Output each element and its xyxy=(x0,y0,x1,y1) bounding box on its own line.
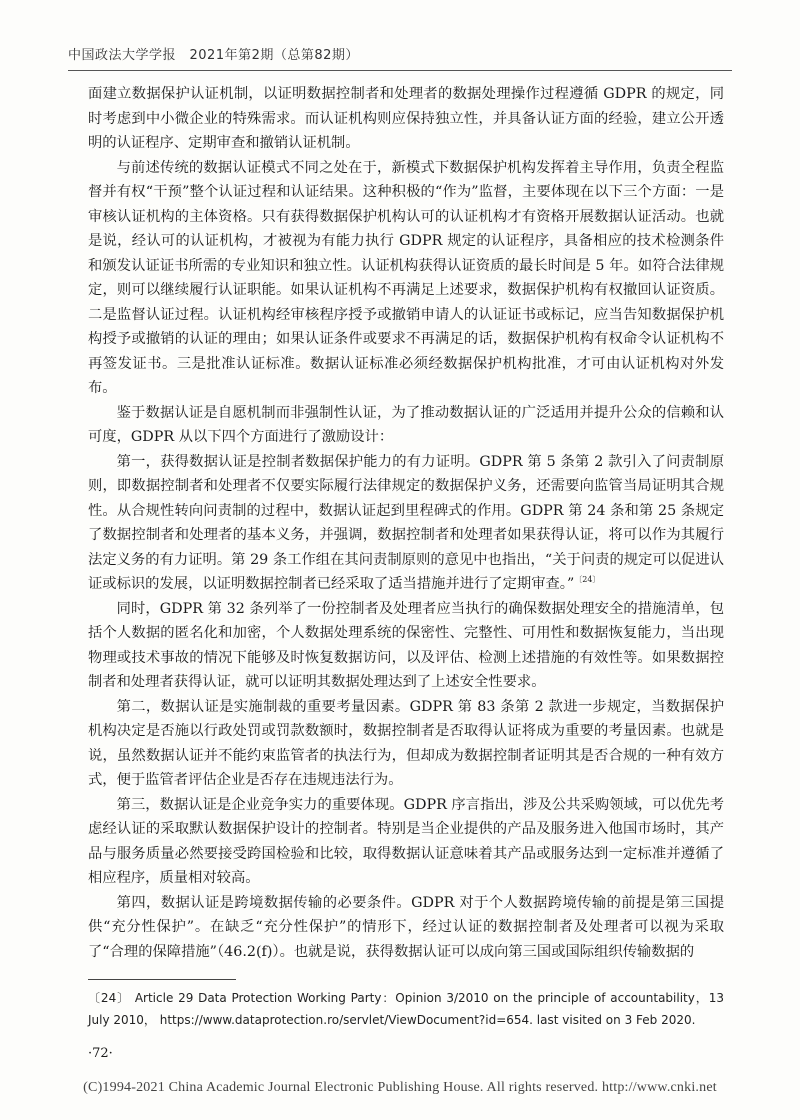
paragraph: 同时，GDPR 第 32 条列举了一份控制者及处理者应当执行的确保数据处理安全的措施清单，包括个人数据的匿名化和加密，个人数据处理系统的保密性、完整性、可用性和数据恢复能力，当出现物理或技术事故的情况下能够及时恢复数据访问，以及评估、检测上述措施的有效性等。如果数据控制者和处理者获得认证，就可以证明其数据处理达到了上述安全性要求。 xyxy=(88,600,724,690)
paragraph xyxy=(88,450,724,597)
paragraph: 鉴于数据认证是自愿机制而非强制性认证，为了推动数据认证的广泛适用并提升公众的信赖和认可度，GDPR 从以下四个方面进行了激励设计： xyxy=(88,404,724,445)
footnote-reference[interactable]: 〔24〕 xyxy=(574,575,601,585)
paragraph-text: 第一，获得数据认证是控制者数据保护能力的有力证明。GDPR 第 5 条第 2 款引入了问责制原则，即数据控制者和处理者不仅要实际履行法律规定的数据保护义务，还需要向监管当局证明其合规性。从合规性转向问责制的过程中，数据认证起到里程碑式的作用。GDPR 第 24 条和第 25 条规定了数据控制者和处理者的基本义务，并强调，数据控制者和处理者如果获得认证，将可以作为其履行法定义务的有力证明。第 29 条工作组在其问责制原则的意见中也指出，“关于问责的规定可以促进认证或标识的发展，以证明数据控制者已经采取了适当措施并进行了定期审查。” xyxy=(88,453,724,592)
paragraph: 第二，数据认证是实施制裁的重要考量因素。GDPR 第 83 条第 2 款进一步规定，当数据保护机构决定是否施以行政处罚或罚款数额时，数据控制者是否取得认证将成为重要的考量因素。也就是说，虽然数据认证并不能约束监管者的执法行为，但却成为数据控制者证明其是否合规的一种有效方式，便于监管者评估企业是否存在违规违法行为。 xyxy=(88,698,724,788)
paragraph: 与前述传统的数据认证模式不同之处在于，新模式下数据保护机构发挥着主导作用，负责全程监督并有权“干预”整个认证过程和认证结果。这种积极的“作为”监督，主要体现在以下三个方面：一是审核认证机构的主体资格。只有获得数据保护机构认可的认证机构才有资格开展数据认证活动。也就是说，经认可的认证机构，才被视为有能力执行 GDPR 规定的认证程序，具备相应的技术检测条件和颁发认证证书所需的专业知识和独立性。认证机构获得认证资质的最长时间是 5 年。如符合法律规定，则可以继续履行认证职能。如果认证机构不再满足上述要求，数据保护机构有权撤回认证资质。二是监督认证过程。认证机构经审核程序授予或撤销申请人的认证证书或标记，应当告知数据保护机构授予或撤销的认证的理由；如果认证条件或要求不再满足的话，数据保护机构有权命令认证机构不再签发证书。三是批准认证标准。数据认证标准必须经数据保护机构批准，才可由认证机构对外发布。 xyxy=(88,159,724,396)
page-number: ·72· xyxy=(88,1046,113,1061)
paragraph: 第四，数据认证是跨境数据传输的必要条件。GDPR 对于个人数据跨境传输的前提是第三国提供“充分性保护”。在缺乏“充分性保护”的情形下，经过认证的数据控制者及处理者可以视为采取了“合理的保障措施”（46.2(f)）。也就是说，获得数据认证可以成向第三国或国际组织传输数据的 xyxy=(88,894,724,960)
footnote-divider xyxy=(88,979,236,980)
paragraph: 面建立数据保护认证机制，以证明数据控制者和处理者的数据处理操作过程遵循 GDPR 的规定，同时考虑到中小微企业的特殊需求。而认证机构则应保持独立性，并具备认证方面的经验，建立公开透明的认证程序、定期审查和撤销认证机制。 xyxy=(88,86,724,151)
running-header: 中国政法大学学报 2021年第2期（总第82期） xyxy=(68,44,732,71)
article-body xyxy=(88,82,724,964)
paragraph: 第三，数据认证是企业竞争实力的重要体现。GDPR 序言指出，涉及公共采购领域，可以优先考虑经认证的采取默认数据保护设计的控制者。特别是当企业提供的产品及服务进入他国市场时，其产品与服务质量必然要接受跨国检验和比较，取得数据认证意味着其产品或服务达到一定标准并遵循了相应程序，质量相对较高。 xyxy=(88,796,724,886)
copyright-notice: (C)1994-2021 China Academic Journal Electronic Publishing House. All rights reserved. http://www.cnki.net xyxy=(83,1080,717,1095)
footnote: 〔24〕 Article 29 Data Protection Working Party：Opinion 3/2010 on the principle of accountability，13 July 2010， https://www.dataprotection.ro/servlet/ViewDocument?id=654. last visited on 3 Feb 2020. xyxy=(88,991,724,1027)
